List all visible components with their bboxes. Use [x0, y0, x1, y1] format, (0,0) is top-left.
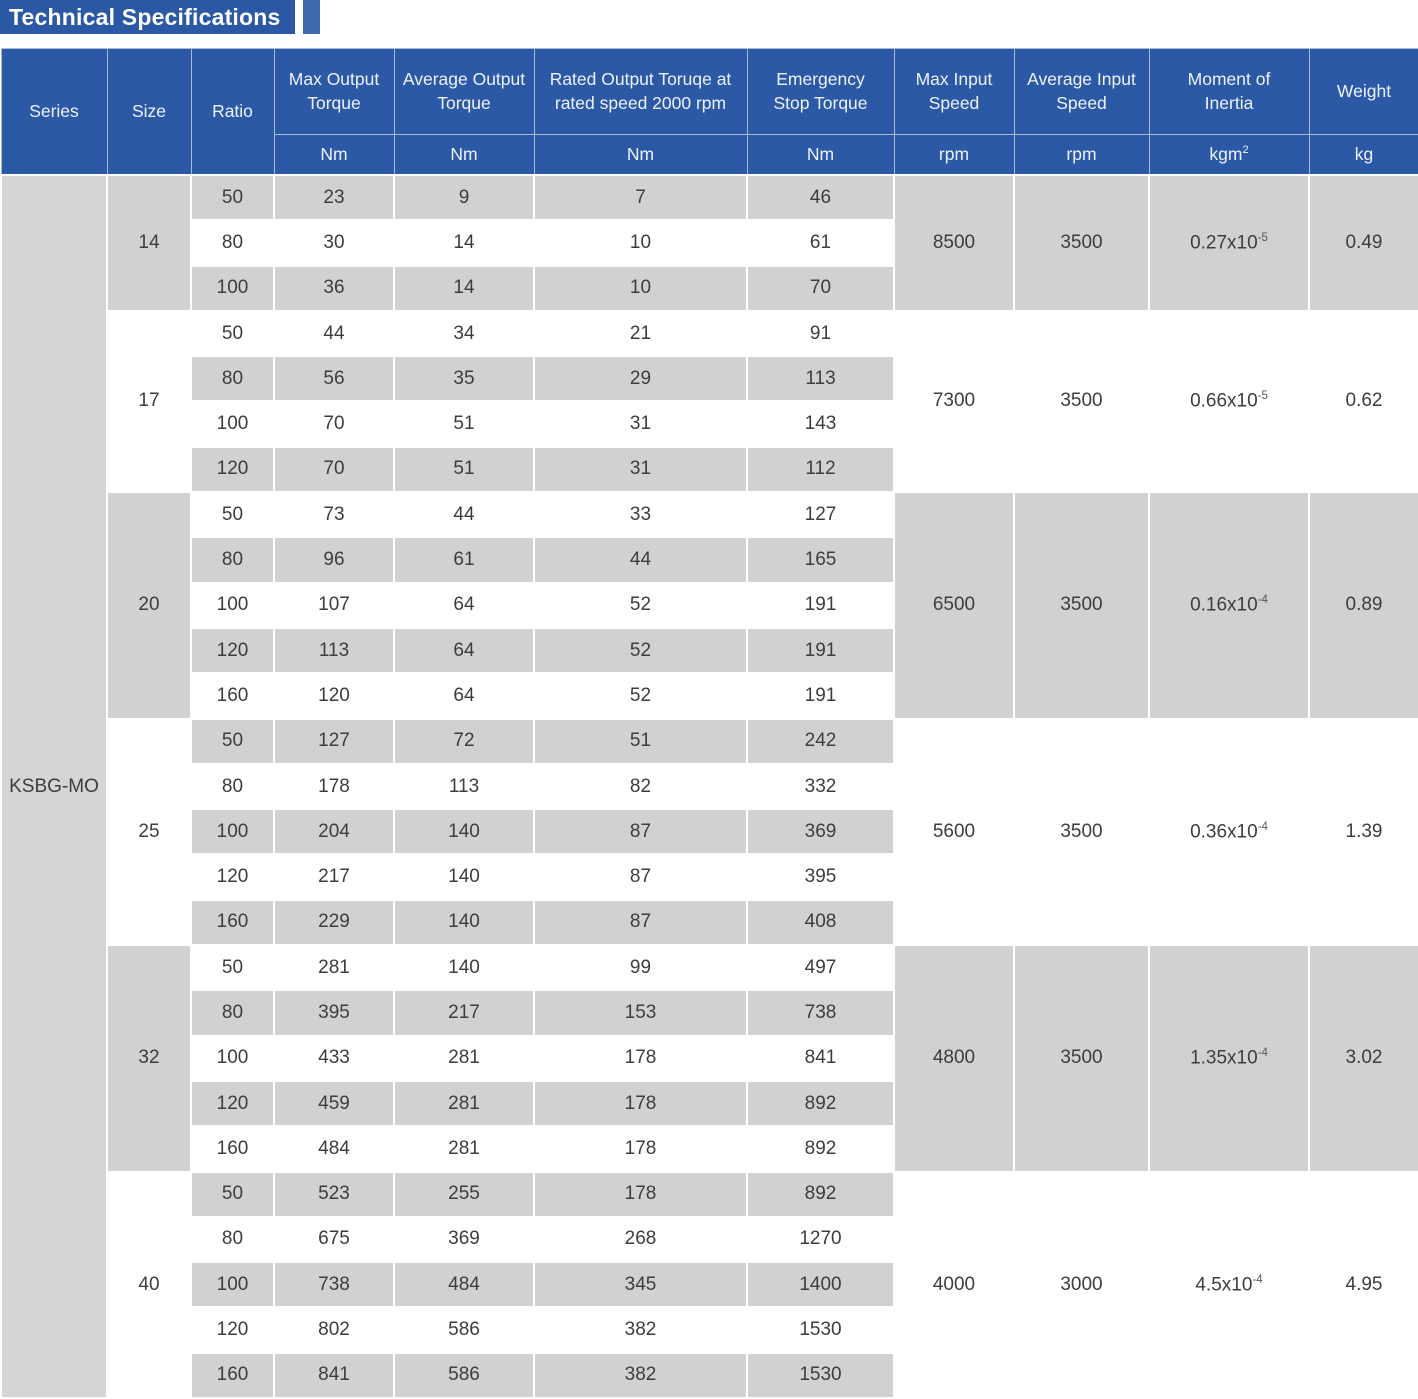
avg-input-cell: 3000: [1014, 1172, 1149, 1398]
ratio-cell: 80: [191, 537, 274, 582]
ratio-cell: 50: [191, 1172, 274, 1217]
max-output-cell: 113: [274, 628, 394, 673]
ratio-cell: 100: [191, 266, 274, 311]
estop-cell: 191: [747, 628, 894, 673]
inertia-cell: $0.27x10^{-5}$: [1149, 175, 1309, 311]
col-header-max-output-torque: Max Output Torque: [274, 49, 394, 135]
avg-output-cell: 281: [394, 1126, 534, 1171]
inertia-cell: $1.35x10^{-4}$: [1149, 945, 1309, 1171]
inertia-cell: $0.36x10^{-4}$: [1149, 719, 1309, 945]
weight-cell: 4.95: [1309, 1172, 1418, 1398]
estop-cell: 91: [747, 311, 894, 356]
max-input-cell: 8500: [894, 175, 1014, 311]
max-output-cell: 96: [274, 537, 394, 582]
rated-output-cell: 29: [534, 356, 747, 401]
ratio-cell: 80: [191, 764, 274, 809]
ratio-cell: 160: [191, 1126, 274, 1171]
estop-cell: 1400: [747, 1262, 894, 1307]
avg-input-cell: 3500: [1014, 492, 1149, 718]
ratio-cell: 100: [191, 809, 274, 854]
estop-cell: 1270: [747, 1217, 894, 1262]
estop-cell: 892: [747, 1172, 894, 1217]
rated-output-cell: 31: [534, 401, 747, 446]
size-cell: 14: [107, 175, 191, 311]
col-header-size: Size: [107, 49, 191, 176]
avg-output-cell: 34: [394, 311, 534, 356]
rated-output-cell: 178: [534, 1172, 747, 1217]
table-row: [1, 175, 1418, 220]
estop-cell: 892: [747, 1126, 894, 1171]
rated-output-cell: 31: [534, 447, 747, 492]
max-output-cell: 841: [274, 1353, 394, 1398]
rated-output-cell: 52: [534, 628, 747, 673]
max-output-cell: 127: [274, 719, 394, 764]
unit-rated-output-torque: Nm: [534, 135, 747, 176]
max-output-cell: 523: [274, 1172, 394, 1217]
rated-output-cell: 52: [534, 673, 747, 718]
rated-output-cell: 33: [534, 492, 747, 537]
ratio-cell: 160: [191, 1353, 274, 1398]
max-output-cell: 675: [274, 1217, 394, 1262]
avg-output-cell: 586: [394, 1353, 534, 1398]
table-row: [1, 1172, 1418, 1217]
max-output-cell: 484: [274, 1126, 394, 1171]
max-output-cell: 178: [274, 764, 394, 809]
ratio-cell: 80: [191, 356, 274, 401]
rated-output-cell: 10: [534, 266, 747, 311]
avg-output-cell: 35: [394, 356, 534, 401]
avg-output-cell: 484: [394, 1262, 534, 1307]
avg-input-cell: 3500: [1014, 945, 1149, 1171]
ratio-cell: 120: [191, 854, 274, 899]
ratio-cell: 120: [191, 447, 274, 492]
max-output-cell: 70: [274, 401, 394, 446]
col-header-series: Series: [1, 49, 107, 176]
estop-cell: 332: [747, 764, 894, 809]
inertia-cell: $4.5x10^{-4}$: [1149, 1172, 1309, 1398]
avg-output-cell: 586: [394, 1307, 534, 1352]
max-output-cell: 217: [274, 854, 394, 899]
avg-input-cell: 3500: [1014, 719, 1149, 945]
estop-cell: 61: [747, 220, 894, 265]
avg-output-cell: 281: [394, 1081, 534, 1126]
title-accent-tab: [303, 0, 320, 34]
weight-cell: 0.89: [1309, 492, 1418, 718]
estop-cell: 892: [747, 1081, 894, 1126]
avg-output-cell: 140: [394, 809, 534, 854]
max-output-cell: 30: [274, 220, 394, 265]
col-header-ratio: Ratio: [191, 49, 274, 176]
col-header-max-input-speed: Max Input Speed: [894, 49, 1014, 135]
avg-input-cell: 3500: [1014, 175, 1149, 311]
col-header-emergency-stop-torque: Emergency Stop Torque: [747, 49, 894, 135]
rated-output-cell: 51: [534, 719, 747, 764]
ratio-cell: 120: [191, 1081, 274, 1126]
ratio-cell: 120: [191, 628, 274, 673]
ratio-cell: 160: [191, 673, 274, 718]
rated-output-cell: 21: [534, 311, 747, 356]
estop-cell: 112: [747, 447, 894, 492]
avg-output-cell: 14: [394, 266, 534, 311]
max-input-cell: 7300: [894, 311, 1014, 492]
estop-cell: 738: [747, 990, 894, 1035]
ratio-cell: 80: [191, 990, 274, 1035]
weight-cell: 1.39: [1309, 719, 1418, 945]
estop-cell: 242: [747, 719, 894, 764]
avg-output-cell: 9: [394, 175, 534, 220]
estop-cell: 408: [747, 900, 894, 945]
weight-cell: 0.49: [1309, 175, 1418, 311]
avg-output-cell: 64: [394, 673, 534, 718]
unit-average-input-speed: rpm: [1014, 135, 1149, 176]
inertia-cell: $0.66x10^{-5}$: [1149, 311, 1309, 492]
table-row: [1, 719, 1418, 764]
estop-cell: 127: [747, 492, 894, 537]
rated-output-cell: 268: [534, 1217, 747, 1262]
col-header-average-input-speed: Average Input Speed: [1014, 49, 1149, 135]
rated-output-cell: 345: [534, 1262, 747, 1307]
rated-output-cell: 10: [534, 220, 747, 265]
rated-output-cell: 87: [534, 854, 747, 899]
ratio-cell: 50: [191, 311, 274, 356]
rated-output-cell: 7: [534, 175, 747, 220]
avg-output-cell: 64: [394, 583, 534, 628]
table-row: [1, 492, 1418, 537]
spec-table: [0, 48, 1418, 1399]
max-output-cell: 44: [274, 311, 394, 356]
ratio-cell: 100: [191, 401, 274, 446]
page-title: Technical Specifications: [0, 0, 295, 34]
size-cell: 20: [107, 492, 191, 718]
rated-output-cell: 382: [534, 1353, 747, 1398]
ratio-cell: 50: [191, 719, 274, 764]
col-header-average-output-torque: Average Output Torque: [394, 49, 534, 135]
rated-output-cell: 87: [534, 809, 747, 854]
estop-cell: 497: [747, 945, 894, 990]
col-header-weight: Weight: [1309, 49, 1418, 135]
inertia-cell: $0.16x10^{-4}$: [1149, 492, 1309, 718]
max-output-cell: 433: [274, 1036, 394, 1081]
rated-output-cell: 44: [534, 537, 747, 582]
avg-output-cell: 72: [394, 719, 534, 764]
estop-cell: 143: [747, 401, 894, 446]
estop-cell: 191: [747, 673, 894, 718]
estop-cell: 191: [747, 583, 894, 628]
rated-output-cell: 382: [534, 1307, 747, 1352]
avg-output-cell: 14: [394, 220, 534, 265]
rated-output-cell: 178: [534, 1081, 747, 1126]
max-output-cell: 107: [274, 583, 394, 628]
max-output-cell: 56: [274, 356, 394, 401]
max-output-cell: 281: [274, 945, 394, 990]
size-cell: 32: [107, 945, 191, 1171]
estop-cell: 369: [747, 809, 894, 854]
max-output-cell: 395: [274, 990, 394, 1035]
ratio-cell: 120: [191, 1307, 274, 1352]
avg-output-cell: 140: [394, 854, 534, 899]
ratio-cell: 50: [191, 175, 274, 220]
table-body: [1, 175, 1418, 1398]
avg-output-cell: 113: [394, 764, 534, 809]
avg-output-cell: 140: [394, 945, 534, 990]
ratio-cell: 100: [191, 583, 274, 628]
rated-output-cell: 153: [534, 990, 747, 1035]
unit-moment-of-inertia: kgm$^2$: [1149, 135, 1309, 176]
avg-output-cell: 281: [394, 1036, 534, 1081]
max-output-cell: 459: [274, 1081, 394, 1126]
max-input-cell: 5600: [894, 719, 1014, 945]
estop-cell: 841: [747, 1036, 894, 1081]
max-input-cell: 4800: [894, 945, 1014, 1171]
avg-output-cell: 51: [394, 447, 534, 492]
avg-input-cell: 3500: [1014, 311, 1149, 492]
estop-cell: 165: [747, 537, 894, 582]
rated-output-cell: 178: [534, 1126, 747, 1171]
unit-average-output-torque: Nm: [394, 135, 534, 176]
size-cell: 25: [107, 719, 191, 945]
rated-output-cell: 82: [534, 764, 747, 809]
max-output-cell: 73: [274, 492, 394, 537]
max-output-cell: 802: [274, 1307, 394, 1352]
max-output-cell: 204: [274, 809, 394, 854]
avg-output-cell: 61: [394, 537, 534, 582]
ratio-cell: 100: [191, 1262, 274, 1307]
ratio-cell: 50: [191, 492, 274, 537]
page-title-bar: [0, 0, 1418, 34]
rated-output-cell: 87: [534, 900, 747, 945]
weight-cell: 0.62: [1309, 311, 1418, 492]
size-cell: 17: [107, 311, 191, 492]
avg-output-cell: 140: [394, 900, 534, 945]
max-output-cell: 70: [274, 447, 394, 492]
unit-emergency-stop-torque: Nm: [747, 135, 894, 176]
avg-output-cell: 51: [394, 401, 534, 446]
avg-output-cell: 217: [394, 990, 534, 1035]
size-cell: 40: [107, 1172, 191, 1398]
ratio-cell: 80: [191, 220, 274, 265]
avg-output-cell: 64: [394, 628, 534, 673]
max-input-cell: 4000: [894, 1172, 1014, 1398]
estop-cell: 1530: [747, 1307, 894, 1352]
series-cell: KSBG-MO: [1, 175, 107, 1398]
rated-output-cell: 52: [534, 583, 747, 628]
col-header-moment-of-inertia: Moment of Inertia: [1149, 49, 1309, 135]
ratio-cell: 80: [191, 1217, 274, 1262]
weight-cell: 3.02: [1309, 945, 1418, 1171]
avg-output-cell: 255: [394, 1172, 534, 1217]
table-row: [1, 311, 1418, 356]
max-output-cell: 23: [274, 175, 394, 220]
unit-max-input-speed: rpm: [894, 135, 1014, 176]
unit-max-output-torque: Nm: [274, 135, 394, 176]
estop-cell: 1530: [747, 1353, 894, 1398]
rated-output-cell: 178: [534, 1036, 747, 1081]
rated-output-cell: 99: [534, 945, 747, 990]
ratio-cell: 100: [191, 1036, 274, 1081]
max-output-cell: 229: [274, 900, 394, 945]
unit-weight: kg: [1309, 135, 1418, 176]
max-output-cell: 36: [274, 266, 394, 311]
avg-output-cell: 369: [394, 1217, 534, 1262]
estop-cell: 395: [747, 854, 894, 899]
estop-cell: 70: [747, 266, 894, 311]
ratio-cell: 50: [191, 945, 274, 990]
col-header-rated-output-torque: Rated Output Toruqe at rated speed 2000 rpm: [534, 49, 747, 135]
estop-cell: 46: [747, 175, 894, 220]
table-header: [1, 49, 1418, 176]
table-row: [1, 945, 1418, 990]
max-input-cell: 6500: [894, 492, 1014, 718]
estop-cell: 113: [747, 356, 894, 401]
max-output-cell: 120: [274, 673, 394, 718]
max-output-cell: 738: [274, 1262, 394, 1307]
ratio-cell: 160: [191, 900, 274, 945]
avg-output-cell: 44: [394, 492, 534, 537]
